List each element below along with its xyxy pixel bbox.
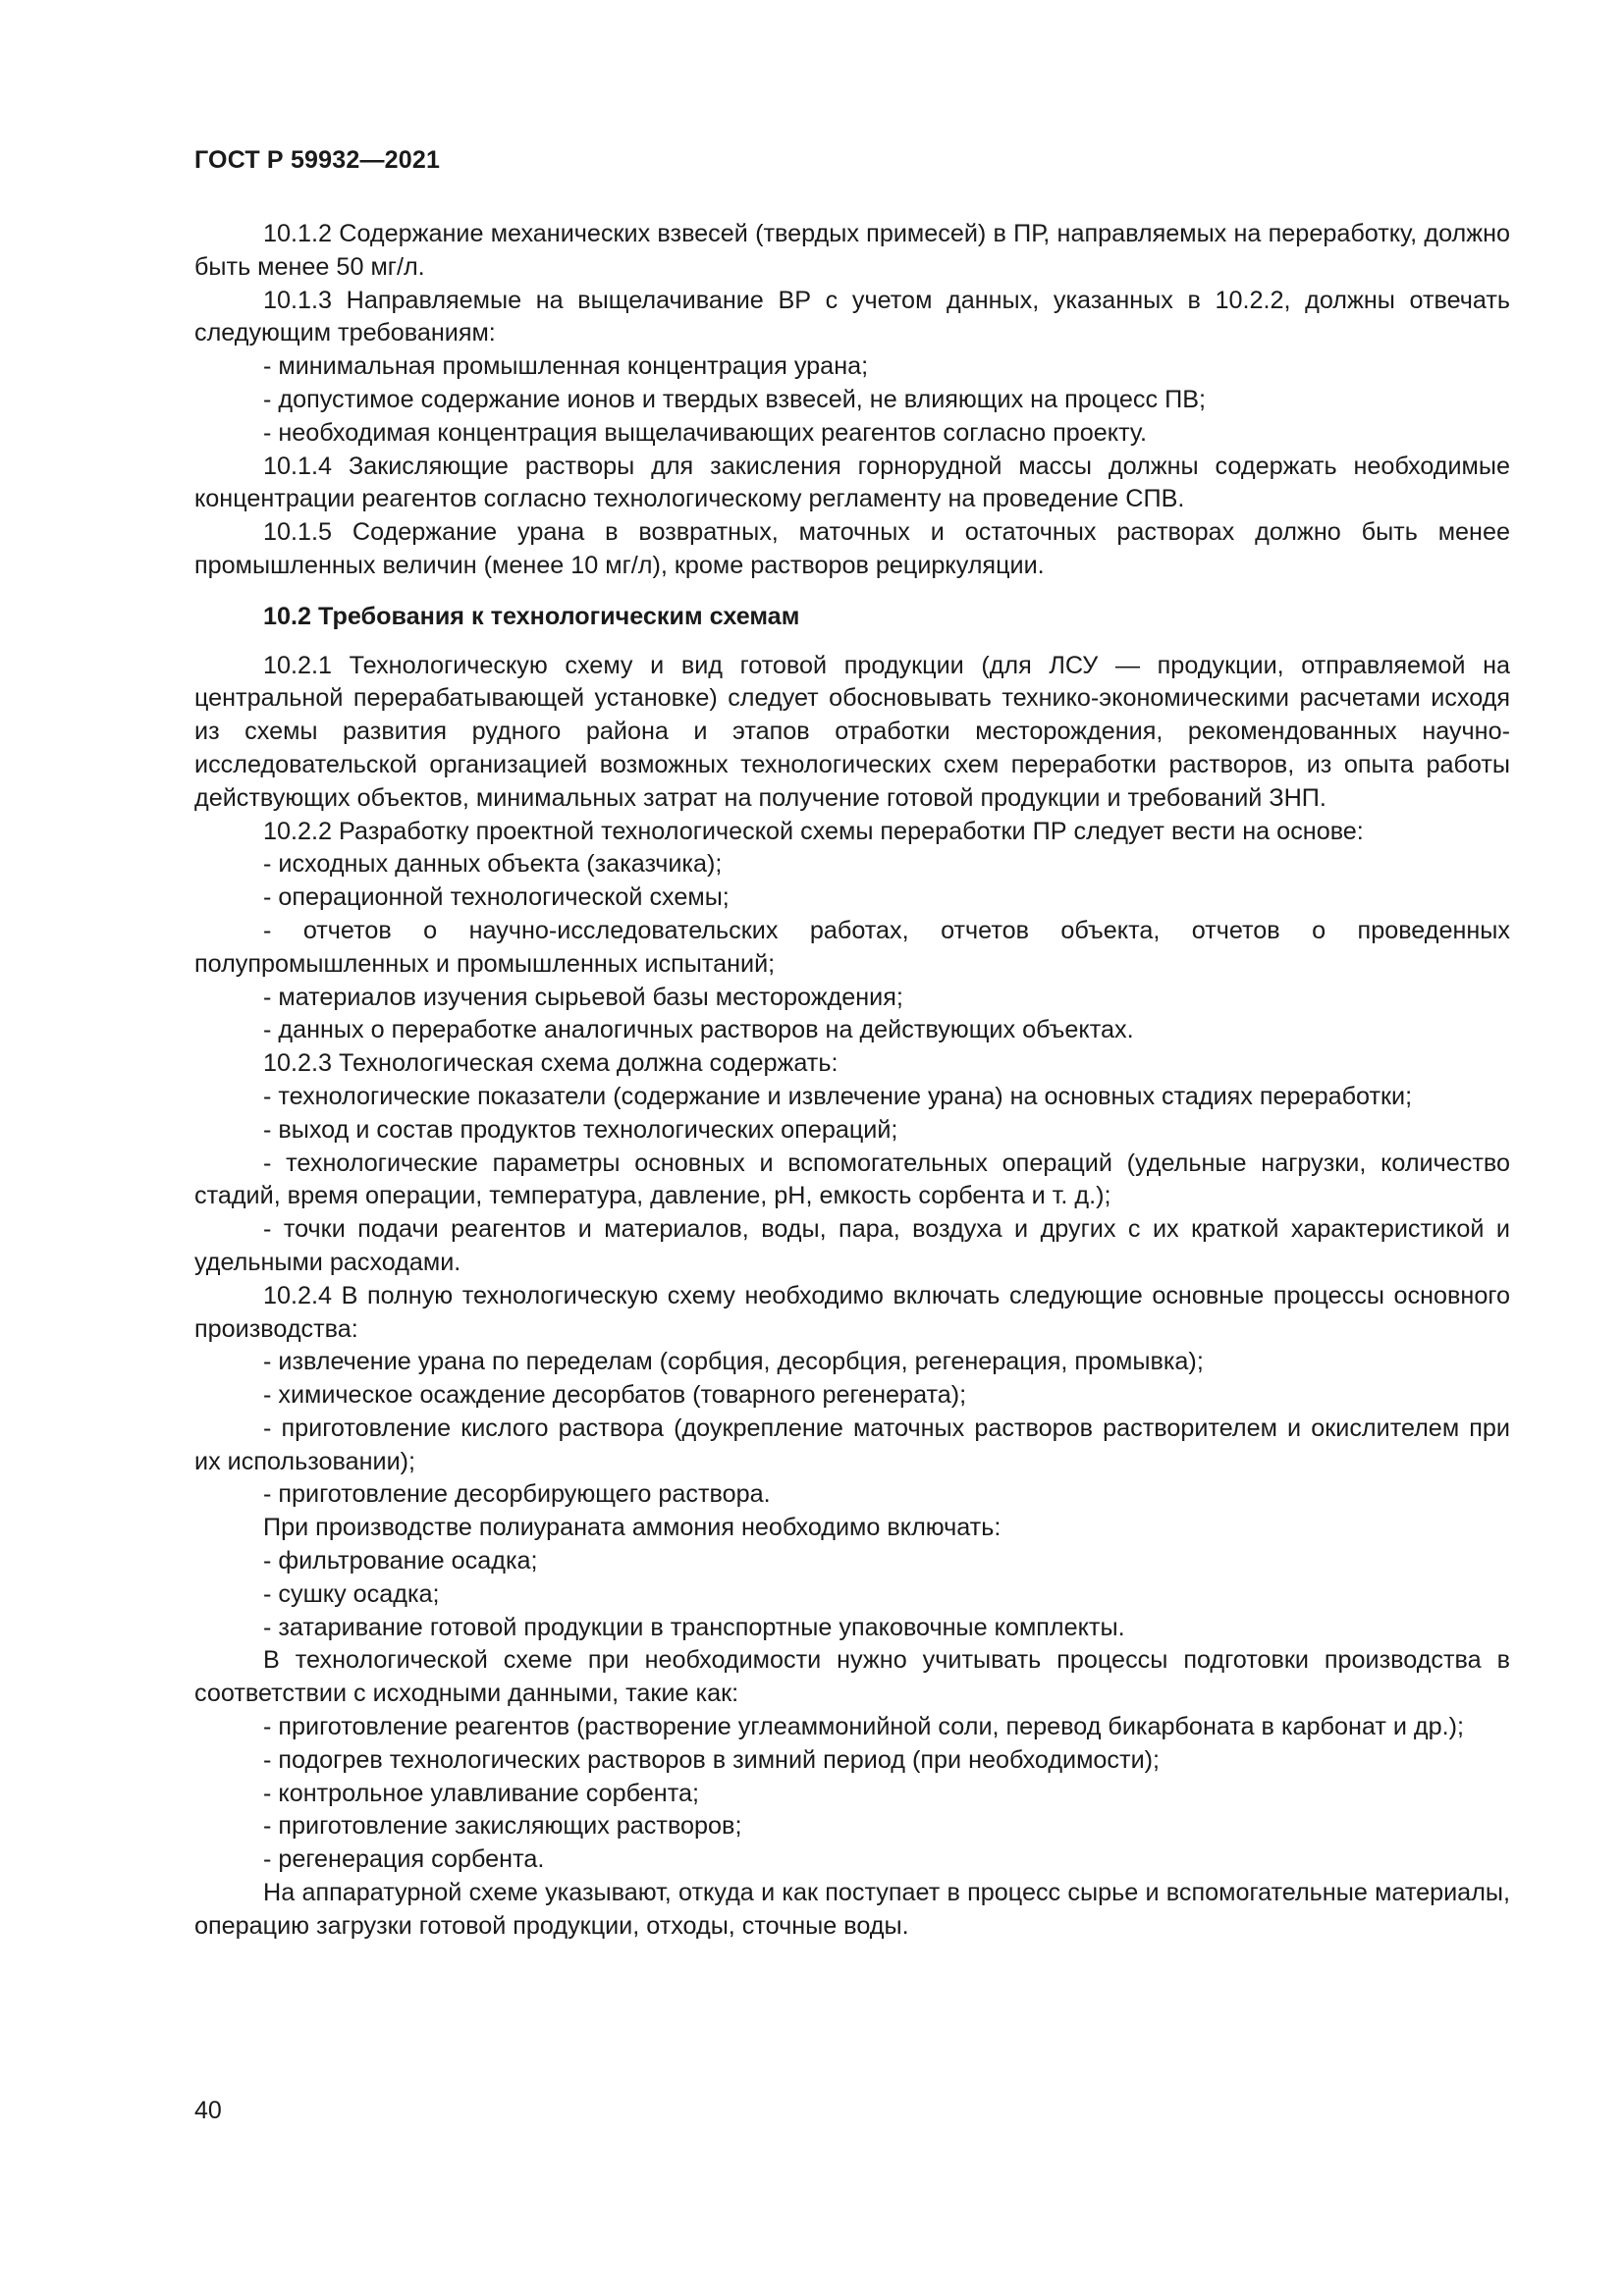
list-item: - исходных данных объекта (заказчика); bbox=[263, 850, 723, 879]
list-item: - приготовление кислого раствора (доукрепление маточных растворов растворителем и окислителем при их использовании); bbox=[194, 1414, 1510, 1475]
list-item: - регенерация сорбента. bbox=[263, 1845, 545, 1874]
paragraph: В технологической схеме при необходимости нужно учитывать процессы подготовки производства в соответствии с исходными данными, такие как: bbox=[194, 1646, 1510, 1708]
document-page bbox=[194, 145, 1510, 1944]
paragraph: 10.1.4 Закисляющие растворы для закисления горнорудной массы должны содержать необходимые концентрации реагентов согласно технологическому регламенту на проведение СПВ. bbox=[194, 452, 1510, 513]
paragraph: При производстве полиураната аммония необходимо включать: bbox=[263, 1514, 1001, 1542]
list-item: - затаривание готовой продукции в транспортные упаковочные комплекты. bbox=[263, 1613, 1125, 1641]
list-item: - допустимое содержание ионов и твердых взвесей, не влияющих на процесс ПВ; bbox=[263, 385, 1206, 413]
list-item: - приготовление реагентов (растворение углеаммонийной соли, перевод бикарбоната в карбонат и др.); bbox=[263, 1713, 1465, 1741]
paragraph: 10.2.1 Технологическую схему и вид готовой продукции (для ЛСУ — продукции, отправляемой на центральной перерабатывающей установке) следует обосновывать технико-экономическими расчетами исходя из схемы развития рудного района и этапов отработки месторождения, рекомендованных научно-исследовательской организацией возможных технологических схем переработки растворов, из опыта работы действующих объектов, минимальных затрат на получение готовой продукции и требований ЗНП. bbox=[194, 651, 1510, 812]
list-item: - извлечение урана по переделам (сорбция, десорбция, регенерация, промывка); bbox=[263, 1348, 1204, 1376]
section-heading: 10.2 Требования к технологическим схемам bbox=[263, 602, 800, 630]
list-item: - приготовление десорбирующего раствора. bbox=[263, 1480, 771, 1509]
list-item: - технологические показатели (содержание и извлечение урана) на основных стадиях переработки; bbox=[263, 1082, 1413, 1110]
paragraph: На аппаратурной схеме указывают, откуда и как поступает в процесс сырье и вспомогательные материалы, операцию загрузки готовой продукции, отходы, сточные воды. bbox=[194, 1879, 1510, 1940]
list-item: - химическое осаждение десорбатов (товарного регенерата); bbox=[263, 1381, 967, 1410]
paragraph: 10.2.2 Разработку проектной технологической схемы переработки ПР следует вести на основе: bbox=[263, 817, 1364, 845]
list-item: - контрольное улавливание сорбента; bbox=[263, 1779, 699, 1807]
list-item: - операционной технологической схемы; bbox=[263, 883, 730, 912]
list-item: - сушку осадка; bbox=[263, 1579, 440, 1608]
list-item: - необходимая концентрация выщелачивающих реагентов согласно проекту. bbox=[263, 418, 1147, 447]
document-header: ГОСТ Р 59932—2021 bbox=[194, 146, 441, 174]
list-item: - технологические параметры основных и вспомогательных операций (удельные нагрузки, количество стадий, время операции, температура, давление, pH, емкость сорбента и т. д.); bbox=[194, 1148, 1510, 1210]
list-item: - данных о переработке аналогичных растворов на действующих объектах. bbox=[263, 1016, 1134, 1044]
paragraph: 10.2.4 В полную технологическую схему необходимо включать следующие основные процессы основного производства: bbox=[194, 1281, 1510, 1343]
paragraph: 10.1.3 Направляемые на выщелачивание ВР с учетом данных, указанных в 10.2.2, должны отвечать следующим требованиям: bbox=[194, 286, 1510, 347]
paragraph: 10.2.3 Технологическая схема должна содержать: bbox=[263, 1049, 839, 1078]
paragraph: 10.1.2 Содержание механических взвесей (твердых примесей) в ПР, направляемых на переработку, должно быть менее 50 мг/л. bbox=[194, 220, 1510, 281]
list-item: - фильтрование осадка; bbox=[263, 1547, 538, 1575]
paragraph: 10.1.5 Содержание урана в возвратных, маточных и остаточных растворах должно быть менее промышленных величин (менее 10 мг/л), кроме растворов рециркуляции. bbox=[194, 518, 1510, 579]
page-number: 40 bbox=[194, 2097, 222, 2124]
list-item: - выход и состав продуктов технологических операций; bbox=[263, 1115, 898, 1144]
list-item: - материалов изучения сырьевой базы месторождения; bbox=[263, 983, 903, 1011]
document-body bbox=[194, 218, 1510, 1944]
list-item: - приготовление закисляющих растворов; bbox=[263, 1812, 742, 1841]
list-item: - минимальная промышленная концентрация урана; bbox=[263, 352, 869, 381]
list-item: - отчетов о научно-исследовательских работах, отчетов объекта, отчетов о проведенных полупромышленных и промышленных испытаний; bbox=[194, 916, 1510, 978]
list-item: - точки подачи реагентов и материалов, воды, пара, воздуха и других с их краткой характеристикой и удельными расходами. bbox=[194, 1215, 1510, 1276]
list-item: - подогрев технологических растворов в зимний период (при необходимости); bbox=[263, 1745, 1161, 1774]
